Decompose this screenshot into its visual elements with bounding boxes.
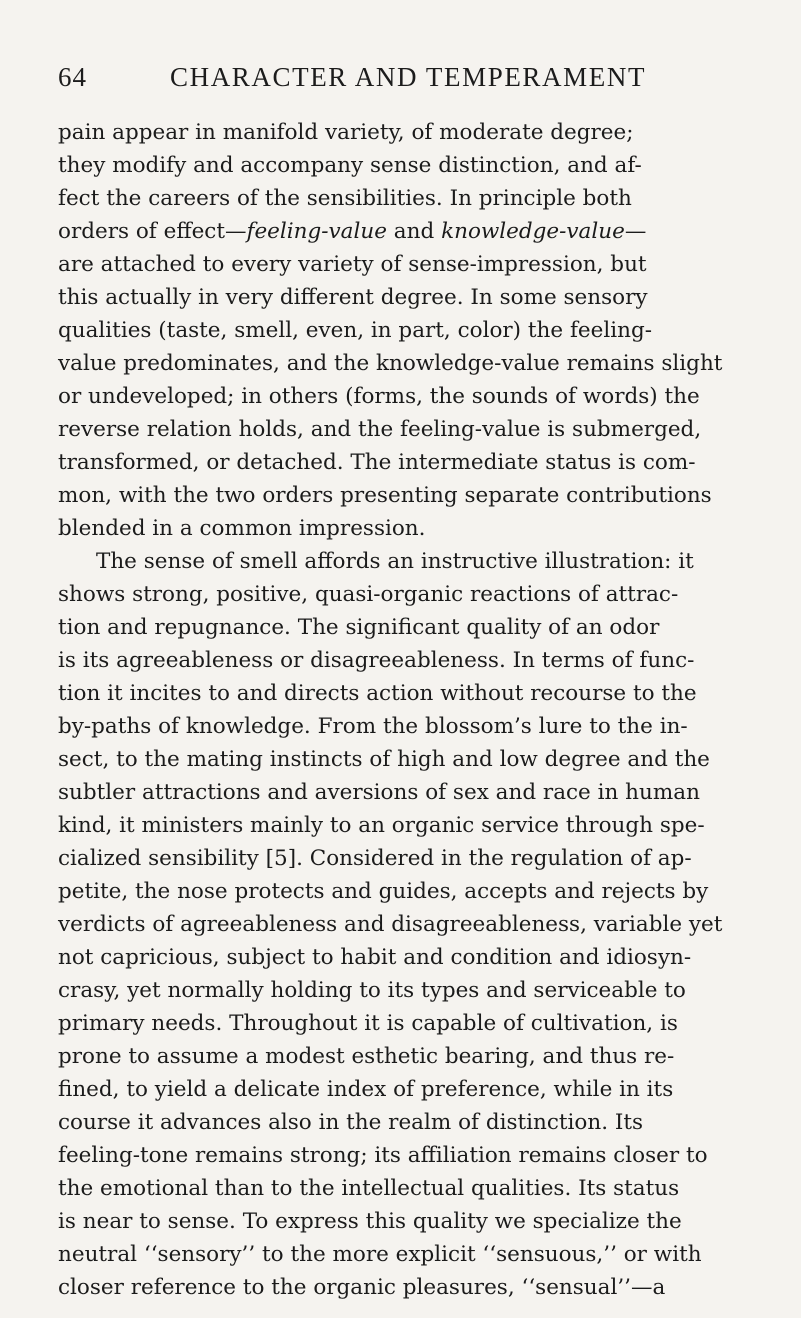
text-fragment: orders of effect— [58, 219, 247, 244]
text-line: shows strong, positive, quasi-organic reactions of attrac- [58, 582, 679, 607]
text-line: value predominates, and the knowledge-value remains slight [58, 351, 723, 376]
text-line-indented: The sense of smell affords an instructive illustration: it [96, 549, 694, 574]
text-line: is its agreeableness or disagreeableness. In terms of func- [58, 648, 695, 673]
text-line: course it advances also in the realm of distinction. Its [58, 1110, 644, 1135]
text-fragment: — [624, 219, 647, 244]
text-line: reverse relation holds, and the feeling-value is submerged, [58, 417, 702, 442]
text-line: by-paths of knowledge. From the blossom’s lure to the in- [58, 714, 688, 739]
italic-term: knowledge-value [441, 219, 625, 244]
text-line: petite, the nose protects and guides, accepts and rejects by [58, 879, 709, 904]
text-line: tion and repugnance. The significant quality of an odor [58, 615, 660, 640]
body-text [58, 116, 780, 1304]
running-head [58, 62, 758, 96]
text-line: mon, with the two orders presenting separate contributions [58, 483, 712, 508]
text-line: pain appear in manifold variety, of moderate degree; [58, 120, 634, 145]
text-line: they modify and accompany sense distinction, and af- [58, 153, 642, 178]
text-line: this actually in very different degree. In some sensory [58, 285, 648, 310]
text-line: fect the careers of the sensibilities. In principle both [58, 186, 632, 211]
text-line: blended in a common impression. [58, 516, 426, 541]
text-line: the emotional than to the intellectual qualities. Its status [58, 1176, 680, 1201]
text-line: fined, to yield a delicate index of preference, while in its [58, 1077, 674, 1102]
text-line: primary needs. Throughout it is capable of cultivation, is [58, 1011, 678, 1036]
text-line: tion it incites to and directs action without recourse to the [58, 681, 697, 706]
page-number: 64 [58, 62, 87, 92]
text-line: sect, to the mating instincts of high and low degree and the [58, 747, 710, 772]
text-line: cialized sensibility [5]. Considered in the regulation of ap- [58, 846, 692, 871]
text-line: qualities (taste, smell, even, in part, color) the feeling- [58, 318, 652, 343]
text-line: kind, it ministers mainly to an organic service through spe- [58, 813, 705, 838]
text-line: crasy, yet normally holding to its types and serviceable to [58, 978, 686, 1003]
text-line: verdicts of agreeableness and disagreeableness, variable yet [58, 912, 723, 937]
text-line: subtler attractions and aversions of sex and race in human [58, 780, 700, 805]
text-fragment: and [386, 219, 442, 244]
text-line: closer reference to the organic pleasures, ‘‘sensual’’—a [58, 1275, 666, 1300]
text-line: not capricious, subject to habit and condition and idiosyn- [58, 945, 692, 970]
text-line: is near to sense. To express this quality we specialize the [58, 1209, 682, 1234]
text-line: are attached to every variety of sense-impression, but [58, 252, 647, 277]
text-line: or undeveloped; in others (forms, the sounds of words) the [58, 384, 700, 409]
text-line: transformed, or detached. The intermediate status is com- [58, 450, 696, 475]
text-line: neutral ‘‘sensory’’ to the more explicit ‘‘sensuous,’’ or with [58, 1242, 702, 1267]
italic-term: feeling-value [246, 219, 387, 244]
text-line: feeling-tone remains strong; its affiliation remains closer to [58, 1143, 708, 1168]
text-line [58, 215, 780, 248]
running-title: CHARACTER AND TEMPERAMENT [170, 62, 647, 92]
text-line: prone to assume a modest esthetic bearing, and thus re- [58, 1044, 675, 1069]
